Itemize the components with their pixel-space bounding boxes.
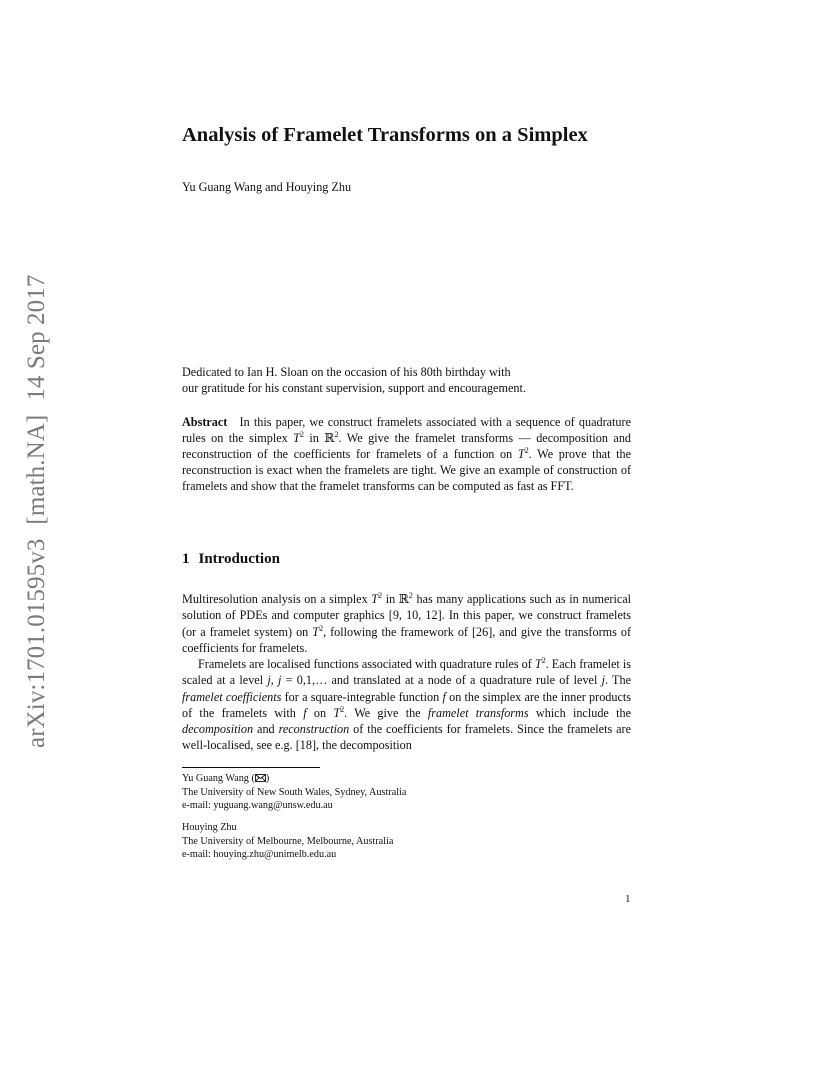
paragraph-text: of the coefficients for framelets. Since the framelets are well-localised, see e.g. [18], the decomposition	[182, 722, 632, 753]
math-symbol: T	[312, 624, 320, 639]
emphasized-term: framelet transforms	[427, 705, 529, 720]
math-superscript: 2	[524, 446, 529, 455]
dedication-line: Dedicated to Ian H. Sloan on the occasion of his 80th birthday with	[182, 365, 511, 379]
emphasized-term: framelet coefficients	[182, 689, 282, 704]
paragraph-text: which include the	[535, 705, 631, 720]
paragraph-text: and translated at a node of a quadrature rule of level	[331, 673, 598, 688]
abstract-text: . We prove that the reconstruction is exact when the framelets are tight. We give an example of construction of framelets and show that the framelet transforms can be computed as fast as FFT.	[182, 447, 632, 493]
footnote-author-name: Houying Zhu	[182, 822, 237, 833]
math-superscript: 2	[408, 591, 413, 600]
section-heading	[182, 551, 280, 568]
intro-paragraph	[182, 591, 631, 656]
emphasized-term: reconstruction	[278, 722, 350, 737]
footnote-divider	[182, 767, 320, 768]
math-superscript: 2	[299, 430, 304, 439]
math-superscript: 2	[541, 656, 546, 665]
arxiv-id: arXiv:1701.01595v3	[23, 538, 50, 748]
footnote-author-1	[182, 772, 482, 813]
abstract-text: . We give the framelet transforms — decomposition and reconstruction of the coefficients for framelets of a function on	[182, 431, 632, 461]
paragraph-text: . The	[604, 673, 632, 688]
math-symbol: T	[333, 705, 341, 720]
abstract	[182, 414, 631, 494]
paragraph-text: Multiresolution analysis on a simplex	[182, 592, 368, 606]
paragraph-text: has many applications such as in numerical solution of PDEs and computer graphics [9, 10, 12]. In this paper, we construct framelets (or a framelet system) on	[182, 592, 632, 639]
paper-title: Analysis of Framelet Transforms on a Simplex	[182, 124, 588, 146]
dedication-line: our gratitude for his constant supervision, support and encouragement.	[182, 381, 526, 395]
footnote-affiliation: The University of New South Wales, Sydney, Australia	[182, 786, 407, 798]
page-number: 1	[625, 893, 631, 905]
arxiv-identifier-stamp	[23, 268, 53, 748]
arxiv-category: [math.NA]	[23, 414, 50, 525]
math-symbol: T	[371, 592, 379, 606]
footnote-email: e-mail: yuguang.wang@unsw.edu.au	[182, 800, 333, 811]
math-symbol: T	[517, 447, 525, 461]
math-symbol: f	[303, 705, 307, 720]
paragraph-text: in	[385, 592, 396, 606]
paragraph-text: , following the framework of [26], and give the transforms of coefficients for framelets.	[182, 624, 632, 655]
math-symbol: ℝ	[324, 431, 335, 445]
paragraph-text: . Each framelet is scaled at a level	[182, 657, 632, 688]
abstract-text: in	[309, 431, 319, 445]
author-name: Yu Guang Wang (	[182, 773, 255, 784]
footnote-author-name	[182, 772, 482, 786]
author-name-end: )	[265, 773, 270, 784]
paragraph-text: for a square-integrable function	[284, 689, 440, 704]
paragraph-text: Framelets are localised functions associated with quadrature rules of	[198, 657, 532, 671]
abstract-text: In this paper, we construct framelets associated with a sequence of quadrature rules on the simplex	[182, 415, 631, 445]
envelope-icon	[255, 774, 266, 782]
math-expression: = 0,1,…	[285, 673, 328, 688]
paper-authors: Yu Guang Wang and Houying Zhu	[182, 180, 352, 194]
math-superscript: 2	[340, 704, 345, 714]
math-superscript: 2	[378, 591, 383, 600]
abstract-label: Abstract	[182, 415, 228, 429]
footnote-email: e-mail: houying.zhu@unimelb.edu.au	[182, 849, 337, 860]
paragraph-text: and	[257, 722, 275, 737]
section-number: 1	[182, 551, 190, 567]
math-superscript: 2	[319, 623, 324, 633]
math-superscript: 2	[334, 430, 339, 439]
footnote-affiliation: The University of Melbourne, Melbourne, Australia	[182, 835, 394, 847]
paragraph-text: on the simplex are the inner products of the framelets with	[182, 689, 632, 720]
math-symbol: f	[442, 689, 446, 704]
math-symbol: j	[267, 673, 271, 688]
section-title: Introduction	[198, 551, 280, 567]
intro-paragraph	[182, 656, 631, 754]
math-symbol: j	[278, 673, 282, 688]
math-symbol: ℝ	[398, 592, 409, 606]
footnote-author-2	[182, 821, 482, 862]
math-symbol: T	[293, 431, 300, 445]
paragraph-text: . We give the	[344, 705, 421, 720]
dedication	[182, 364, 632, 396]
paragraph-text: ,	[270, 673, 274, 688]
math-symbol: T	[534, 657, 542, 671]
arxiv-date: 14 Sep 2017	[23, 274, 50, 401]
paragraph-text: on	[313, 705, 327, 720]
math-symbol: j	[601, 673, 605, 688]
emphasized-term: decomposition	[182, 722, 254, 737]
